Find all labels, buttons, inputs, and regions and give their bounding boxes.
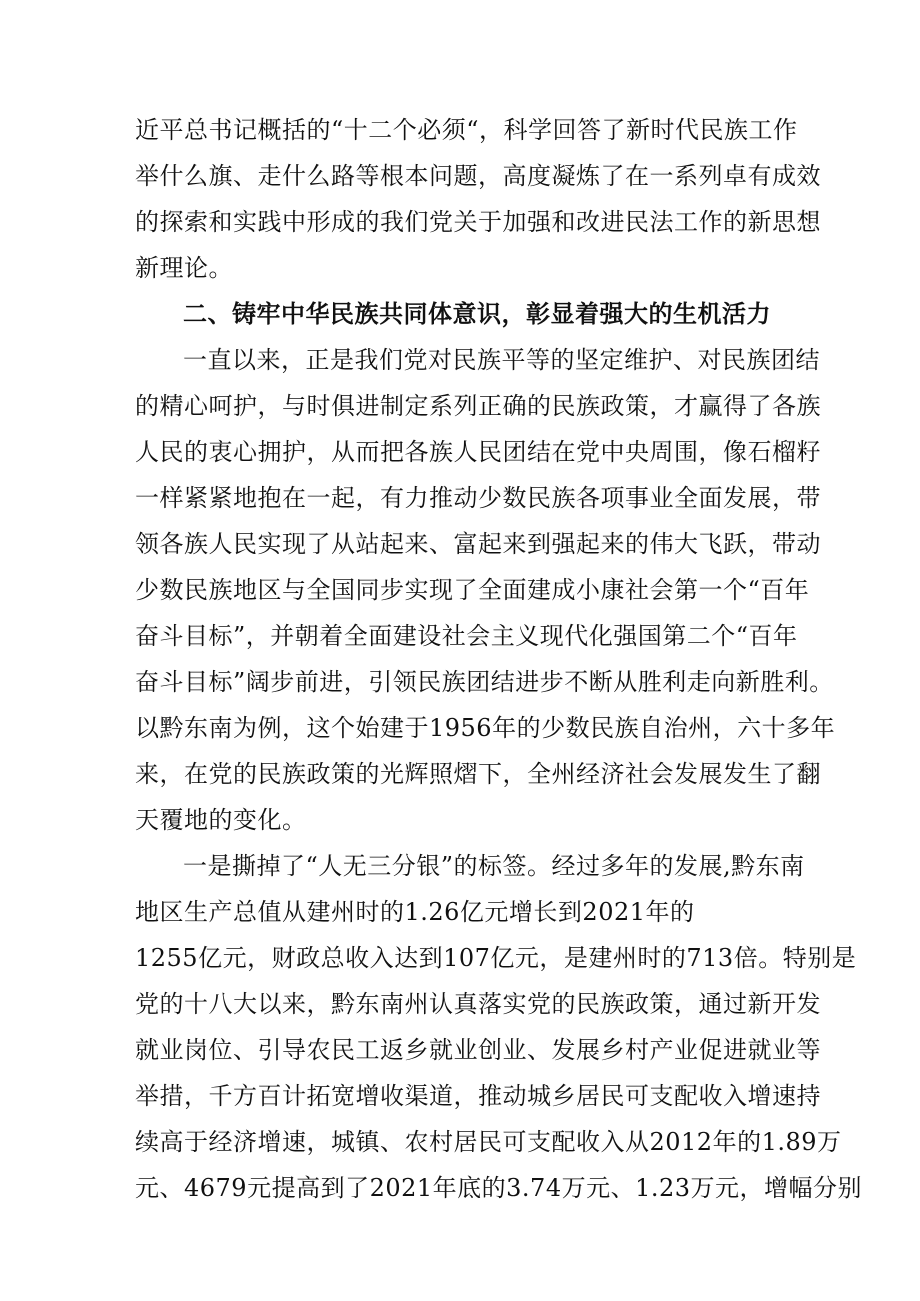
text-line: 党的十八大以来，黔东南州认真落实党的民族政策，通过新开发 (135, 990, 821, 1018)
text-line: 元、4679元提高到了2021年底的3.74万元、1.23万元，增幅分别 (135, 1174, 863, 1202)
text-line: 就业岗位、引导农民工返乡就业创业、发展乡村产业促进就业等 (135, 1036, 821, 1064)
text-line: 地区生产总值从建州时的1.26亿元增长到2021年的 (135, 898, 695, 926)
text-line: 近平总书记概括的“十二个必须“，科学回答了新时代民族工作 (135, 116, 798, 144)
text-line: 续高于经济增速，城镇、农村居民可支配收入从2012年的1.89万 (135, 1128, 842, 1156)
text-line: 举措，千方百计拓宽增收渠道，推动城乡居民可支配收入增速持 (135, 1082, 821, 1110)
text-line: 的探索和实践中形成的我们党关于加强和改进民法工作的新思想 (135, 208, 821, 236)
text-line: 1255亿元，财政总收入达到107亿元，是建州时的713倍。特别是 (135, 944, 857, 972)
text-line: 奋斗目标”，并朝着全面建设社会主义现代化强国第二个“百年 (135, 622, 798, 650)
text-line: 奋斗目标”阔步前进，引领民族团结进步不断从胜利走向新胜利。 (135, 668, 834, 696)
section-heading: 二、铸牢中华民族共同体意识，彰显着强大的生机活力 (183, 300, 771, 328)
text-line: 天覆地的变化。 (135, 806, 307, 834)
paragraph-first-line: 一直以来，正是我们党对民族平等的坚定维护、对民族团结 (183, 346, 820, 374)
text-line: 举什么旗、走什么路等根本问题，高度凝炼了在一系列卓有成效 (135, 162, 821, 190)
text-line: 一样紧紧地抱在一起，有力推动少数民族各项事业全面发展，带 (135, 484, 821, 512)
text-line: 领各族人民实现了从站起来、富起来到强起来的伟大飞跃，带动 (135, 530, 821, 558)
text-line: 新理论。 (135, 254, 233, 282)
text-line: 人民的衷心拥护，从而把各族人民团结在党中央周围，像石榴籽 (135, 438, 821, 466)
text-line: 来，在党的民族政策的光辉照熠下，全州经济社会发展发生了翻 (135, 760, 821, 788)
text-line: 以黔东南为例，这个始建于1956年的少数民族自治州，六十多年 (135, 714, 836, 742)
text-line: 的精心呵护，与时俱进制定系列正确的民族政策，才赢得了各族 (135, 392, 821, 420)
paragraph-first-line: 一是撕掉了“人无三分银”的标签。经过多年的发展,黔东南 (183, 852, 805, 880)
text-line: 少数民族地区与全国同步实现了全面建成小康社会第一个“百年 (135, 576, 810, 604)
